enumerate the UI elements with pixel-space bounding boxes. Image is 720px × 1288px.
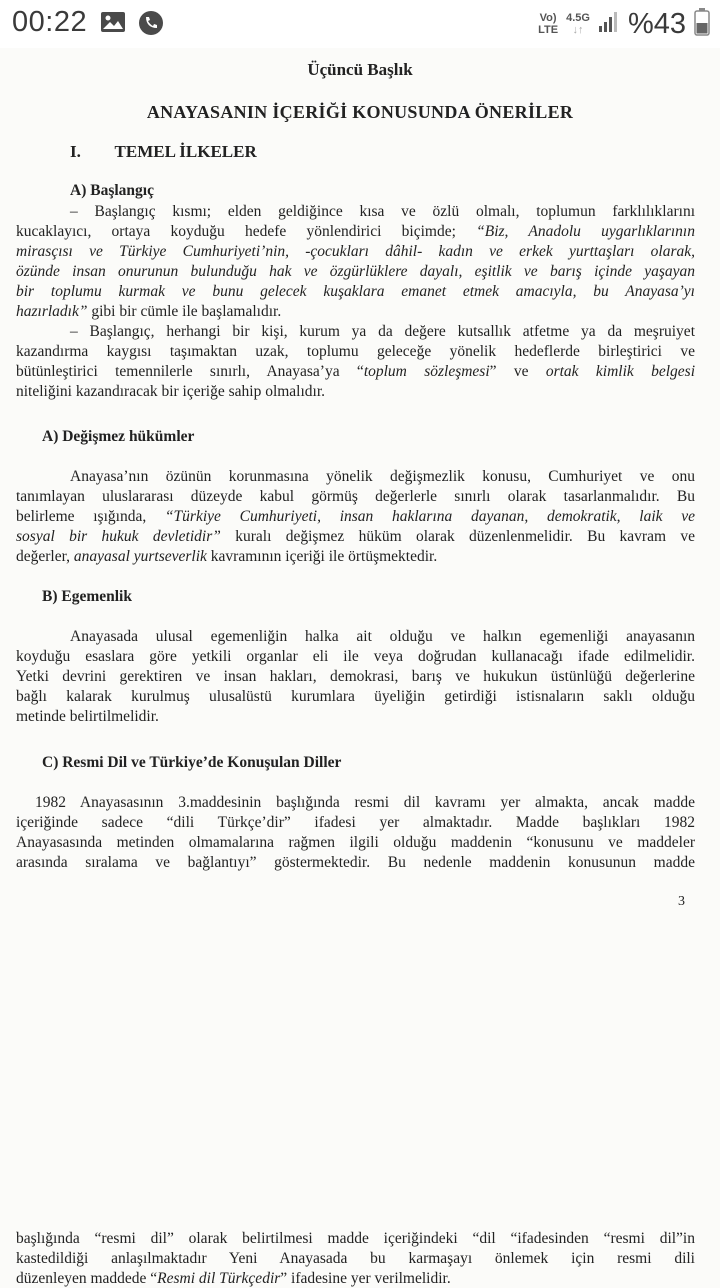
image-notification-icon [100, 10, 126, 34]
text-line: özünde insan onurunun bulunduğu hak ve özgürlüklere dayalı, eşitlik ve barış içinde yaşayan [16, 263, 695, 280]
section-title: Üçüncü Başlık [307, 60, 413, 79]
page-number: 3 [678, 894, 685, 909]
text-line: kazandırma kaygısı taşımaktan uzak, toplumu geleceğe yönelik hedeflerde birleştirici ve [16, 343, 695, 360]
text-line: sosyal bir hukuk devletidir” kuralı değişmez hüküm olarak düzenlenmelidir. Bu kavram ve [16, 528, 695, 545]
text-line: başlığında “resmi dil” olarak belirtilmesi madde içeriğindeki “dil “ifadesinden “resmi dil”in [16, 1230, 695, 1247]
scanned-document-page [0, 48, 720, 1287]
text-line: mirasçısı ve Türkiye Cumhuriyeti’nin, -çocukları dâhil- kadın ve erkek yurttaşları olarak, [16, 243, 695, 260]
text-line: koyduğu esaslara göre yetkili organlar eli ile veya doğrudan kullanacağı ifade edilmelidir. [16, 648, 695, 665]
text-line: değerler, anayasal yurtseverlik kavramının içeriği ile örtüşmektedir. [16, 548, 438, 565]
text-line: Anayasasında metinden olmamalarına rağmen ilgili olduğu maddenin “konusunu ve maddeler [16, 834, 695, 851]
network-type-indicator: 4.5G ↓↑ [566, 12, 590, 36]
text-line: 1982 Anayasasının 3.maddesinin başlığında resmi dil kavramı yer almakta, ancak madde [35, 794, 695, 811]
text-line: içeriğinde sadece “dili Türkçe’dir” ifadesi yer almaktadır. Madde başlıkları 1982 [16, 814, 695, 831]
text-line: kastedildiği anlaşılmaktadır Yeni Anayasada bu karmaşayı önlemek için resmi dili [16, 1250, 695, 1267]
text-line: hazırladık” gibi bir cümle ile başlamalıdır. [16, 303, 282, 320]
main-title: ANAYASANIN İÇERİĞİ KONUSUNDA ÖNERİLER [146, 102, 574, 122]
clock: 00:22 [12, 6, 88, 38]
text-line: – Başlangıç kısmı; elden geldiğince kısa ve özlü olmalı, toplumun farklılıklarını [70, 203, 695, 220]
text-line: bir toplumu kurmak ve bunu gelecek kuşaklara emanet etmek amacıyla, bu Anayasa’yı [16, 283, 695, 300]
volte-indicator: Vo) LTE [538, 12, 559, 36]
text-line: niteliğini kazandıracak bir içeriğe sahip olmalıdır. [16, 383, 326, 400]
subheading-baslangic: A) Başlangıç [70, 182, 154, 199]
signal-icon [598, 11, 620, 38]
battery-percentage: %43 [627, 7, 686, 40]
subheading-degismez-hukumler: A) Değişmez hükümler [42, 428, 195, 445]
text-line: – Başlangıç, herhangi bir kişi, kurum ya da değere kutsallık atfetme ya da meşruiyet [70, 323, 695, 340]
text-line: bağlı kalarak kurulmuş ulusalüstü kurumlara üyeliğin getirdiği istisnaların saklı olduğu [16, 688, 695, 705]
part-title: I. TEMEL İLKELER [70, 142, 257, 161]
text-line: metinde belirtilmelidir. [16, 708, 159, 725]
text-line: kucaklayıcı, ortaya koyduğu hedefe yönlendirici biçimde; “Biz, Anadolu uygarlıklarının [16, 223, 695, 240]
phone-notification-icon [138, 10, 164, 34]
status-bar [0, 0, 720, 48]
text-line: Anayasada ulusal egemenliğin halka ait olduğu ve halkın egemenliği anayasanın [70, 628, 695, 645]
text-line: belirleme ışığında, “Türkiye Cumhuriyeti, insan haklarına dayanan, demokratik, laik ve [16, 508, 695, 525]
text-line: bütünleştirici temennilerle sınırlı, Anayasa’ya “toplum sözleşmesi” ve ortak kimlik belgesi [16, 363, 696, 380]
text-line: düzenleyen maddede “Resmi dil Türkçedir” ifadesine yer verilmelidir. [16, 1270, 451, 1287]
status-right [538, 6, 710, 42]
text-line: Yetki devrini gerektiren ve insan hakları, demokrasi, barış ve hukukun üstünlüğü değerlerine [16, 668, 695, 685]
battery-icon [694, 8, 710, 41]
subheading-egemenlik: B) Egemenlik [42, 588, 132, 605]
text-line: tanımlayan uluslararası düzeyde kabul görmüş değerlerle sınırlı olarak tasarlanmalıdır. Bu [16, 488, 695, 505]
subheading-resmi-dil: C) Resmi Dil ve Türkiye’de Konuşulan Diller [42, 754, 342, 771]
text-line: arasında sıralama ve bağlantıyı” göstermektedir. Bu nedenle maddenin konusunun madde [16, 854, 695, 871]
text-line: Anayasa’nın özünün korunmasına yönelik değişmezlik konusu, Cumhuriyet ve onu [70, 468, 695, 485]
